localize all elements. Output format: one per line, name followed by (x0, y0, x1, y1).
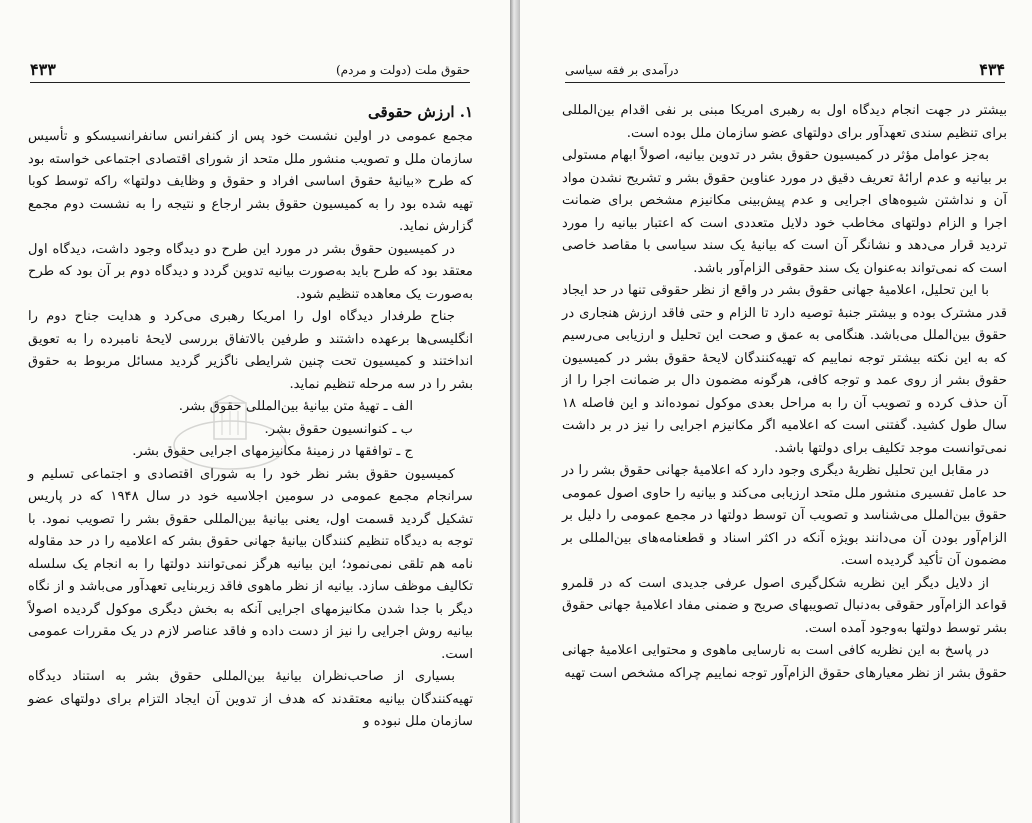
paragraph: در مقابل این تحلیل نظریهٔ دیگری وجود دارد که اعلامیهٔ جهانی حقوق بشر را در حد عامل تفسیری منشور ملل متحد ارزیابی می‌کند و بیانیه را حاوی اصول عمومی حقوق بین‌الملل می‌شناسد و تصویب آن توسط دولتها در مجمع عمومی را دلیل بر الزام‌آور بودن آن می‌دانند بویژه آنکه در اکثر اسناد و قطعنامه‌های بین‌المللی بر مضمون آن تأکید گردیده است. (562, 463, 1007, 568)
paragraph: بیشتر در جهت انجام دیدگاه اول به رهبری امریکا مبنی بر نفی اقدام بین‌المللی برای تنظیم سندی تعهدآور برای دولتهای عضو سازمان ملل بوده است. (562, 103, 1007, 141)
right-running-title: درآمدی بر فقه سیاسی (565, 63, 679, 77)
book-gutter (510, 0, 520, 823)
left-page-number: ۴۳۳ (30, 60, 56, 79)
list-item: ب ـ کنوانسیون حقوق بشر. (264, 421, 413, 437)
paragraph: جناح طرفدار دیدگاه اول را امریکا رهبری می‌کرد و هدایت جناح دوم را انگلیسی‌ها برعهده داشتند و طرفین بالاتفاق بررسی لایحهٔ نامبرده را به تعویق انداختند و کمیسیون تحت چنین شرایطی ناگزیر گردید مسائل مربوط به حقوق بشر را در سه مرحله تنظیم نماید. (28, 309, 473, 392)
paragraph: در کمیسیون حقوق بشر در مورد این طرح دو دیدگاه وجود داشت، دیدگاه اول معتقد بود که طرح باید به‌صورت بیانیه تدوین گردد و دیدگاه دوم بر آن بود که طرح به‌صورت یک معاهده تنظیم شود. (28, 241, 473, 302)
list-item: الف ـ تهیهٔ متن بیانیهٔ بین‌المللی حقوق بشر. (178, 399, 413, 414)
paragraph: کمیسیون حقوق بشر نظر خود را به شورای اقتصادی و اجتماعی تسلیم و سرانجام مجمع عمومی در سومین اجلاسیه خود در سال ۱۹۴۸ که در پاریس تشکیل گردید قسمت اول، یعنی بیانیهٔ بین‌المللی حقوق بشر را تصویب نمود. با توجه به دیدگاه تنظیم کنندگان بیانیهٔ جهانی حقوق بشر که اعلامیه را در حد مقاوله نامه هم تلقی نمی‌نمود؛ این بیانیه هرگز نمی‌توانند دولتها را به انجام یک سلسله تکالیف موظف سازد. بیانیه از نظر ماهوی فاقد زیربنایی تعهدآور می‌باشد و از نگاه دیگر با جدا شدن مکانیزمهای اجرایی آنکه به بخش دیگری موکول گردیده اصولاً بیانیه روش اجرایی را نیز از دست داده و فاقد عناصر لازم در یک مقررات عمومی است. (28, 466, 473, 662)
library-seal-icon (170, 395, 290, 475)
paragraph: از دلایل دیگر این نظریه شکل‌گیری اصول عرفی جدیدی است که در قلمرو قواعد الزام‌آور حقوقی به‌دنبال تصویبهای صریح و ضمنی مفاد اعلامیهٔ جهانی حقوق بشر توسط دولتها به‌وجود آمده است. (562, 575, 1007, 636)
right-page (520, 0, 1032, 823)
paragraph: به‌جز عوامل مؤثر در کمیسیون حقوق بشر در تدوین بیانیه، اصولاً ابهام مستولی بر بیانیه و عدم ارائهٔ تعریف دقیق در مورد عناوین حقوق بشر و تشریح نشدن مواد آن و نداشتن شیوه‌های اجرایی و عدم پیش‌بینی مکانیزم مشخص برای ضمانت اجرا و الزام دولتهای مخاطب خود دلایل متعددی است که اعتبار بیانیه را مورد تردید قرار می‌دهد و نشانگر آن است که بیانیهٔ یک سند سیاسی با مقاصد خاصی است که نمی‌تواند به‌عنوان یک سند حقوقی الزام‌آور باشد. (562, 148, 1007, 276)
left-running-title: حقوق ملت (دولت و مردم) (336, 63, 470, 77)
list-item: ج ـ توافقها در زمینهٔ مکانیزمهای اجرایی حقوق بشر. (132, 444, 413, 459)
left-page-header (30, 60, 470, 83)
section-heading: ۱. ارزش حقوقی (368, 103, 473, 121)
paragraph: در پاسخ به این نظریه کافی است به نارسایی ماهوی و محتوایی اعلامیهٔ جهانی حقوق بشر از نظر معیارهای حقوق الزام‌آور توجه نماییم چراکه مشخص است تهیه (562, 643, 1007, 681)
right-page-body (562, 100, 1007, 685)
paragraph: با این تحلیل، اعلامیهٔ جهانی حقوق بشر در واقع از نظر حقوقی تنها در حد ایجاد قدر مشترک بوده و بیشتر جنبهٔ توصیه دارد تا الزام و حتی فاقد ارزش هنجاری در حقوق بین‌الملل می‌باشد. هنگامی به عمق و صحت این تحلیل و ارزیابی می‌رسیم که به این نکته بیشتر توجه نماییم که تهیه‌کنندگان لایحهٔ حقوق بشر در کمیسیون حقوق بشر از روی عمد و توجه کافی، هرگونه مضمون دال بر ضمانت اجرا را از آن حذف کرده و تصویب آن را به مراحل بعدی موکول نموده‌اند و این فاصله ۱۸ سال طول کشید. گفتنی است که اعلامیه اگر مکانیزم اجرایی را نیز در بر داشت نمی‌توانست موجد تکلیف برای دولتها باشد. (562, 283, 1007, 456)
right-page-number: ۴۳۴ (979, 60, 1005, 79)
left-page (0, 0, 510, 823)
paragraph: بسیاری از صاحب‌نظران بیانیهٔ بین‌المللی حقوق بشر به استناد دیدگاه تهیه‌کنندگان بیانیه معتقدند که هدف از تدوین آن ایجاد التزام برای دولتهای عضو سازمان ملل نبوده و (28, 669, 473, 729)
right-page-header (565, 60, 1005, 83)
paragraph: مجمع عمومی در اولین نشست خود پس از کنفرانس سانفرانسیسکو و تأسیس سازمان ملل و تصویب منشور ملل متحد از شورای اقتصادی اجتماعی خواسته بود که طرح «بیانیهٔ حقوق اساسی افراد و حقوق و وظایف دولتها» راکه توسط کوبا تهیه شده بود را به کمیسیون حقوق بشر ارجاع و نتیجه را به نشست دوم مجمع گزارش نماید. (28, 129, 473, 234)
